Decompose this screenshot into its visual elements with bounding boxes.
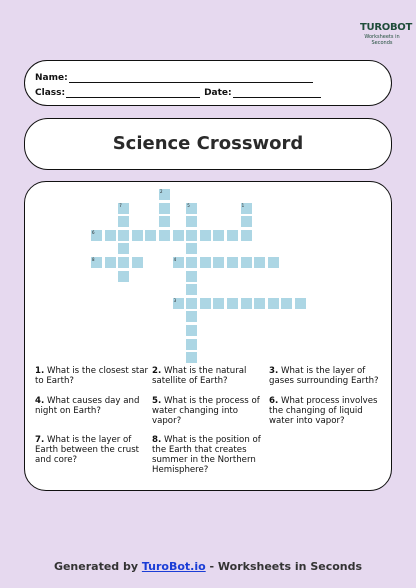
crossword-cell[interactable] xyxy=(104,229,117,242)
class-label: Class: xyxy=(35,88,66,98)
footer-prefix: Generated by xyxy=(53,560,142,573)
crossword-cell[interactable] xyxy=(294,297,307,310)
date-label: Date: xyxy=(204,88,232,98)
logo-text: TUROBOT xyxy=(360,22,412,33)
crossword-cell[interactable] xyxy=(185,215,198,228)
clue-5-number: 5. xyxy=(152,396,162,406)
clue-3-text: What is the layer of gases surrounding Earth? xyxy=(269,366,379,386)
clue-1 xyxy=(35,366,150,386)
crossword-cell[interactable] xyxy=(185,256,198,269)
crossword-cell[interactable] xyxy=(240,256,253,269)
crossword-cell[interactable] xyxy=(240,229,253,242)
crossword-cell[interactable] xyxy=(212,229,225,242)
crossword-cell[interactable] xyxy=(199,297,212,310)
crossword-cell[interactable] xyxy=(185,324,198,337)
footer xyxy=(0,560,416,573)
crossword-cell[interactable] xyxy=(172,297,185,310)
cell-clue-number: 2 xyxy=(160,189,163,194)
cell-clue-number: 6 xyxy=(92,229,95,235)
crossword-cell[interactable] xyxy=(117,202,130,215)
crossword-cell[interactable] xyxy=(131,256,144,269)
crossword-cell[interactable] xyxy=(267,256,280,269)
crossword-cell[interactable] xyxy=(104,256,117,269)
crossword-cell[interactable] xyxy=(185,297,198,310)
clue-6 xyxy=(269,396,384,426)
crossword-cell[interactable] xyxy=(117,215,130,228)
crossword-cell[interactable] xyxy=(185,242,198,255)
clue-2 xyxy=(152,366,267,386)
crossword-cell[interactable] xyxy=(172,256,185,269)
crossword-cell[interactable] xyxy=(280,297,293,310)
crossword-cell[interactable] xyxy=(158,202,171,215)
turobot-link[interactable]: TuroBot.io xyxy=(141,560,206,573)
name-label: Name: xyxy=(35,73,68,83)
clue-4-number: 4. xyxy=(35,396,45,406)
crossword-cell[interactable] xyxy=(131,229,144,242)
crossword-cell[interactable] xyxy=(185,338,198,351)
cell-clue-number: 8 xyxy=(92,257,95,262)
cell-clue-number: 7 xyxy=(119,202,122,208)
cell-clue-number: 1 xyxy=(241,202,245,208)
name-field[interactable] xyxy=(69,74,313,83)
crossword-grid xyxy=(25,182,393,362)
crossword-cell[interactable] xyxy=(185,229,198,242)
clue-2-number: 2. xyxy=(152,366,162,376)
clue-4 xyxy=(35,396,150,416)
crossword-cell[interactable] xyxy=(185,283,198,296)
crossword-cell[interactable] xyxy=(158,188,171,201)
crossword-cell[interactable] xyxy=(212,297,225,310)
crossword-cell[interactable] xyxy=(226,256,239,269)
cell-clue-number: 3 xyxy=(173,297,177,303)
title-card xyxy=(24,118,392,170)
crossword-cell[interactable] xyxy=(226,297,239,310)
clue-7-text: What is the layer of Earth between the crust and core? xyxy=(35,435,140,465)
crossword-cell[interactable] xyxy=(240,215,253,228)
crossword-cell[interactable] xyxy=(185,270,198,283)
crossword-cell[interactable] xyxy=(240,297,253,310)
crossword-cell[interactable] xyxy=(117,229,130,242)
clue-6-number: 6. xyxy=(269,396,279,406)
clue-3-number: 3. xyxy=(269,366,279,376)
class-date-row xyxy=(35,88,321,98)
cell-clue-number: 4 xyxy=(173,257,177,262)
cell-clue-number: 5 xyxy=(187,202,190,208)
class-field[interactable] xyxy=(66,89,200,98)
clue-8-text: What is the position of the Earth that creates summer in the Northern Hemisphere? xyxy=(152,435,261,475)
clue-1-number: 1. xyxy=(35,366,45,376)
crossword-cell[interactable] xyxy=(117,242,130,255)
turobot-logo xyxy=(360,22,412,48)
crossword-cell[interactable] xyxy=(158,229,171,242)
crossword-card xyxy=(24,181,392,491)
student-info-card xyxy=(24,60,392,106)
crossword-cell[interactable] xyxy=(267,297,280,310)
crossword-cell[interactable] xyxy=(253,297,266,310)
clue-8-number: 8. xyxy=(152,435,162,445)
clue-6-text: What process involves the changing of liquid water into vapor? xyxy=(269,396,378,426)
crossword-cell[interactable] xyxy=(199,229,212,242)
crossword-cell[interactable] xyxy=(212,256,225,269)
crossword-cell[interactable] xyxy=(253,256,266,269)
footer-suffix: - Worksheets in Seconds xyxy=(205,560,363,573)
clue-4-text: What causes day and night on Earth? xyxy=(35,396,140,416)
crossword-cell[interactable] xyxy=(185,202,198,215)
clue-7-number: 7. xyxy=(35,435,45,445)
crossword-cell[interactable] xyxy=(185,351,198,364)
clue-5-text: What is the process of water changing into vapor? xyxy=(152,396,260,426)
clue-5 xyxy=(152,396,267,426)
crossword-cell[interactable] xyxy=(240,202,253,215)
name-row xyxy=(35,73,313,83)
clue-7 xyxy=(35,435,150,465)
crossword-cell[interactable] xyxy=(172,229,185,242)
crossword-cell[interactable] xyxy=(185,310,198,323)
clue-8 xyxy=(152,435,267,475)
clue-1-text: What is the closest star to Earth? xyxy=(35,366,149,386)
crossword-cell[interactable] xyxy=(117,256,130,269)
crossword-cell[interactable] xyxy=(90,229,103,242)
clue-3 xyxy=(269,366,384,386)
date-field[interactable] xyxy=(233,89,321,98)
crossword-cell[interactable] xyxy=(226,229,239,242)
logo-subtitle: Worksheets in Seconds xyxy=(364,34,400,46)
crossword-cell[interactable] xyxy=(199,256,212,269)
clue-2-text: What is the natural satellite of Earth? xyxy=(152,366,247,386)
crossword-cell[interactable] xyxy=(117,270,130,283)
crossword-cell[interactable] xyxy=(158,215,171,228)
crossword-cell[interactable] xyxy=(144,229,157,242)
page-title: Science Crossword xyxy=(112,133,304,154)
crossword-cell[interactable] xyxy=(90,256,103,269)
